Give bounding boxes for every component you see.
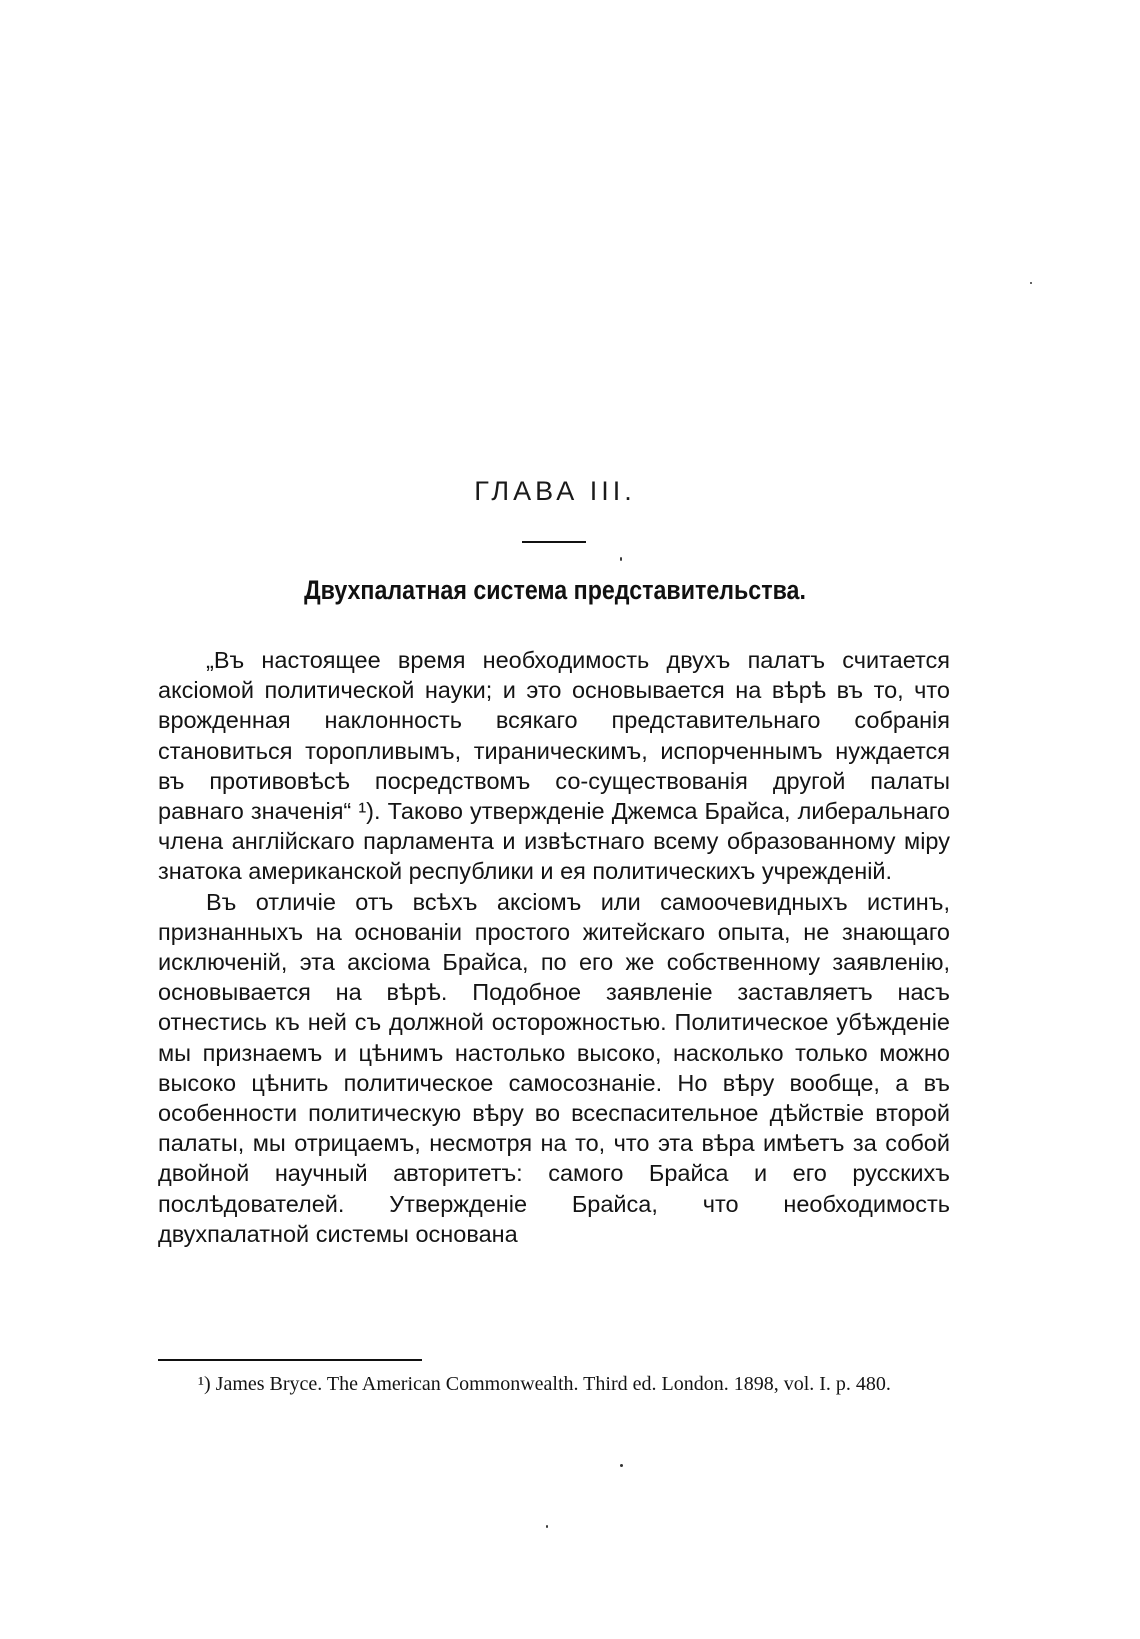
paragraph-2: Въ отличiе отъ всѣхъ аксiомъ или самоочевидныхъ истинъ, признанныхъ на основанiи простого житейскаго опыта, не знающаго исключенiй, эта аксiома Брайса, по его же собственному заявленiю, основывается на вѣрѣ. Подобное заявленiе заставляетъ насъ отнестись къ ней съ должной осторожностью. Политическое убѣжденiе мы признаемъ и цѣнимъ настолько высоко, насколько только можно высоко цѣнить политическое самосознанiе. Но вѣру вообще, а въ особенности политическую вѣру во всеспасительное дѣйствiе второй палаты, мы отрицаемъ, несмотря на то, что эта вѣра имѣетъ за собой двойной научный авторитетъ: самого Брайса и его русскихъ послѣдователей. Утвержденiе Брайса, что необходимость двухпалатной системы основана bbox=[158, 888, 950, 1247]
footnote: ¹) James Bryce. The American Commonwealth. Third ed. London. 1898, vol. I. p. 480. bbox=[198, 1373, 891, 1395]
print-speck bbox=[1030, 282, 1032, 284]
heading-divider bbox=[522, 541, 586, 543]
print-speck bbox=[546, 1525, 548, 1528]
print-speck bbox=[620, 557, 622, 561]
chapter-title: Двухпалатная система представительства. bbox=[304, 575, 806, 605]
paragraph-1: „Въ настоящее время необходимость двухъ палатъ считается аксiомой политической науки; и это основывается на вѣрѣ въ то, что врожденная наклонность всякаго представительнаго собранiя становиться торопливымъ, тираническимъ, испорченнымъ нуждается въ противовѣсѣ посредствомъ со-существованiя другой палаты равнаго значенiя“ ¹). Таково утвержденiе Джемса Брайса, либеральнаго члена англiйскаго парламента и извѣстнаго всему образованному мiру знатока американской республики и ея политическихъ учрежденiй. bbox=[158, 647, 950, 885]
print-speck bbox=[620, 1464, 623, 1467]
chapter-heading: ГЛАВА III. bbox=[474, 476, 636, 506]
footnote-divider bbox=[158, 1359, 422, 1361]
body-text bbox=[158, 645, 950, 1249]
